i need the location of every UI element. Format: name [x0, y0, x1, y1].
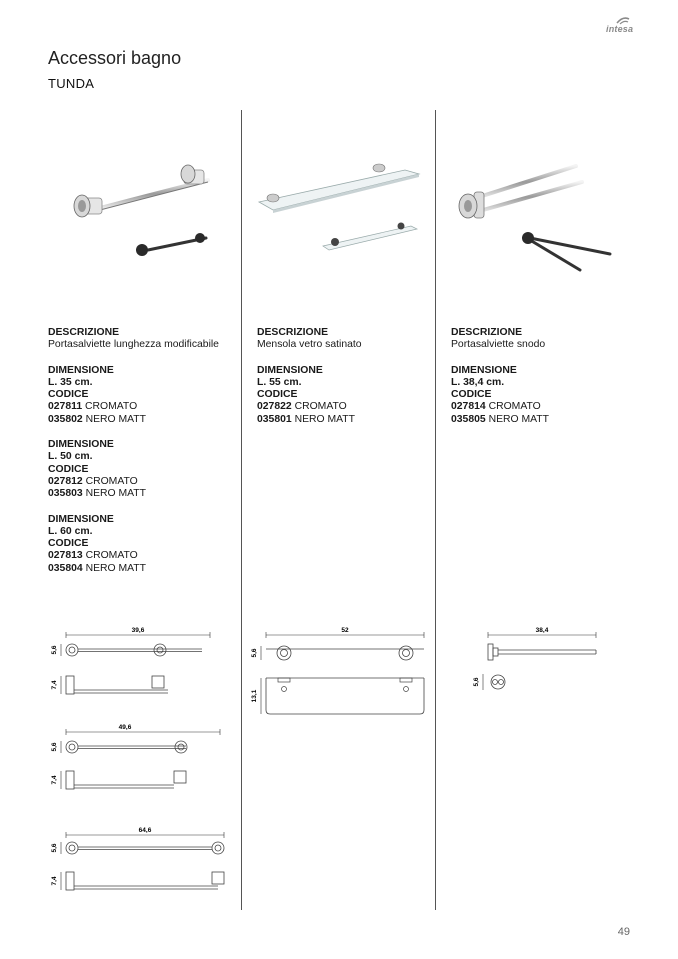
- width-dimension: 38,4: [535, 627, 549, 634]
- code-label: CODICE: [257, 389, 298, 401]
- width-dimension: 49,6: [118, 724, 132, 731]
- product-code: 035801: [257, 413, 292, 425]
- technical-drawing-towel-bar-60: [44, 822, 234, 902]
- depth-dimension: 5,6: [473, 677, 480, 687]
- product-code: 035803: [48, 488, 83, 500]
- height-dimension: 7,4: [51, 775, 58, 785]
- product-code: 027811: [48, 401, 83, 413]
- product-line-title: TUNDA: [48, 76, 95, 91]
- finish: CROMATO: [85, 550, 138, 562]
- product-info-towel-bar: [48, 327, 238, 575]
- width-dimension: 39,6: [131, 627, 145, 634]
- technical-drawing-glass-shelf: [248, 622, 433, 722]
- dimension-label: DIMENSIONE: [48, 364, 114, 376]
- product-info-swivel-towel-bar: [451, 327, 631, 426]
- product-photo-towel-bar: [60, 150, 230, 270]
- description-text: Portasalviette lunghezza modificabile: [48, 339, 219, 351]
- code-row: [48, 476, 238, 488]
- product-code: 035805: [451, 413, 486, 425]
- page-number: 49: [617, 926, 630, 938]
- product-code: 035802: [48, 413, 83, 425]
- height-dimension: 13,1: [251, 689, 258, 703]
- column-divider: [435, 110, 436, 910]
- code-row: [48, 401, 238, 413]
- product-photo-swivel-towel-bar: [450, 158, 620, 278]
- dimension-value: L. 60 cm.: [48, 525, 93, 537]
- technical-drawing-swivel-towel-bar: [470, 622, 610, 697]
- column-divider: [241, 110, 242, 910]
- finish: CROMATO: [488, 401, 541, 413]
- code-row: [48, 563, 238, 575]
- code-row: [48, 488, 238, 500]
- description-text: Mensola vetro satinato: [257, 339, 362, 351]
- description-label: DESCRIZIONE: [257, 327, 329, 338]
- finish: NERO MATT: [294, 413, 355, 425]
- code-row: [48, 550, 238, 562]
- product-photo-glass-shelf: [255, 158, 425, 258]
- product-code: 027814: [451, 401, 486, 413]
- code-row: [257, 414, 432, 426]
- finish: NERO MATT: [85, 413, 146, 425]
- code-row: [451, 414, 631, 426]
- description-label: DESCRIZIONE: [48, 327, 120, 338]
- finish: CROMATO: [85, 401, 138, 413]
- height-dimension: 7,4: [51, 876, 58, 886]
- finish: NERO MATT: [488, 413, 549, 425]
- depth-dimension: 5,6: [51, 742, 58, 752]
- dimension-label: DIMENSIONE: [48, 513, 114, 525]
- depth-dimension: 5,6: [51, 843, 58, 853]
- code-row: [48, 414, 238, 426]
- finish: CROMATO: [85, 475, 138, 487]
- depth-dimension: 5,6: [251, 648, 258, 658]
- product-code: 027812: [48, 475, 83, 487]
- code-label: CODICE: [451, 389, 492, 401]
- code-row: [451, 401, 631, 413]
- dimension-label: DIMENSIONE: [257, 364, 323, 376]
- dimension-label: DIMENSIONE: [48, 439, 114, 451]
- brand-logo: intesa: [606, 24, 634, 34]
- technical-drawing-towel-bar-50: [44, 719, 234, 799]
- technical-drawing-towel-bar-35: [44, 622, 234, 702]
- finish: NERO MATT: [85, 562, 146, 574]
- product-code: 035804: [48, 562, 83, 574]
- dimension-value: L. 55 cm.: [257, 376, 302, 388]
- dimension-value: L. 50 cm.: [48, 451, 93, 463]
- dimension-value: L. 35 cm.: [48, 376, 93, 388]
- product-code: 027813: [48, 550, 83, 562]
- finish: CROMATO: [294, 401, 347, 413]
- code-label: CODICE: [48, 463, 89, 475]
- height-dimension: 7,4: [51, 680, 58, 690]
- finish: NERO MATT: [85, 488, 146, 500]
- code-label: CODICE: [48, 538, 89, 550]
- code-label: CODICE: [48, 389, 89, 401]
- depth-dimension: 5,6: [51, 645, 58, 655]
- dimension-value: L. 38,4 cm.: [451, 376, 505, 388]
- dimension-label: DIMENSIONE: [451, 364, 517, 376]
- width-dimension: 52: [341, 627, 349, 634]
- description-label: DESCRIZIONE: [451, 327, 523, 338]
- width-dimension: 64,6: [138, 827, 152, 834]
- product-info-glass-shelf: [257, 327, 432, 426]
- description-text: Portasalviette snodo: [451, 339, 546, 351]
- product-code: 027822: [257, 401, 292, 413]
- code-row: [257, 401, 432, 413]
- page-title: Accessori bagno: [48, 48, 182, 68]
